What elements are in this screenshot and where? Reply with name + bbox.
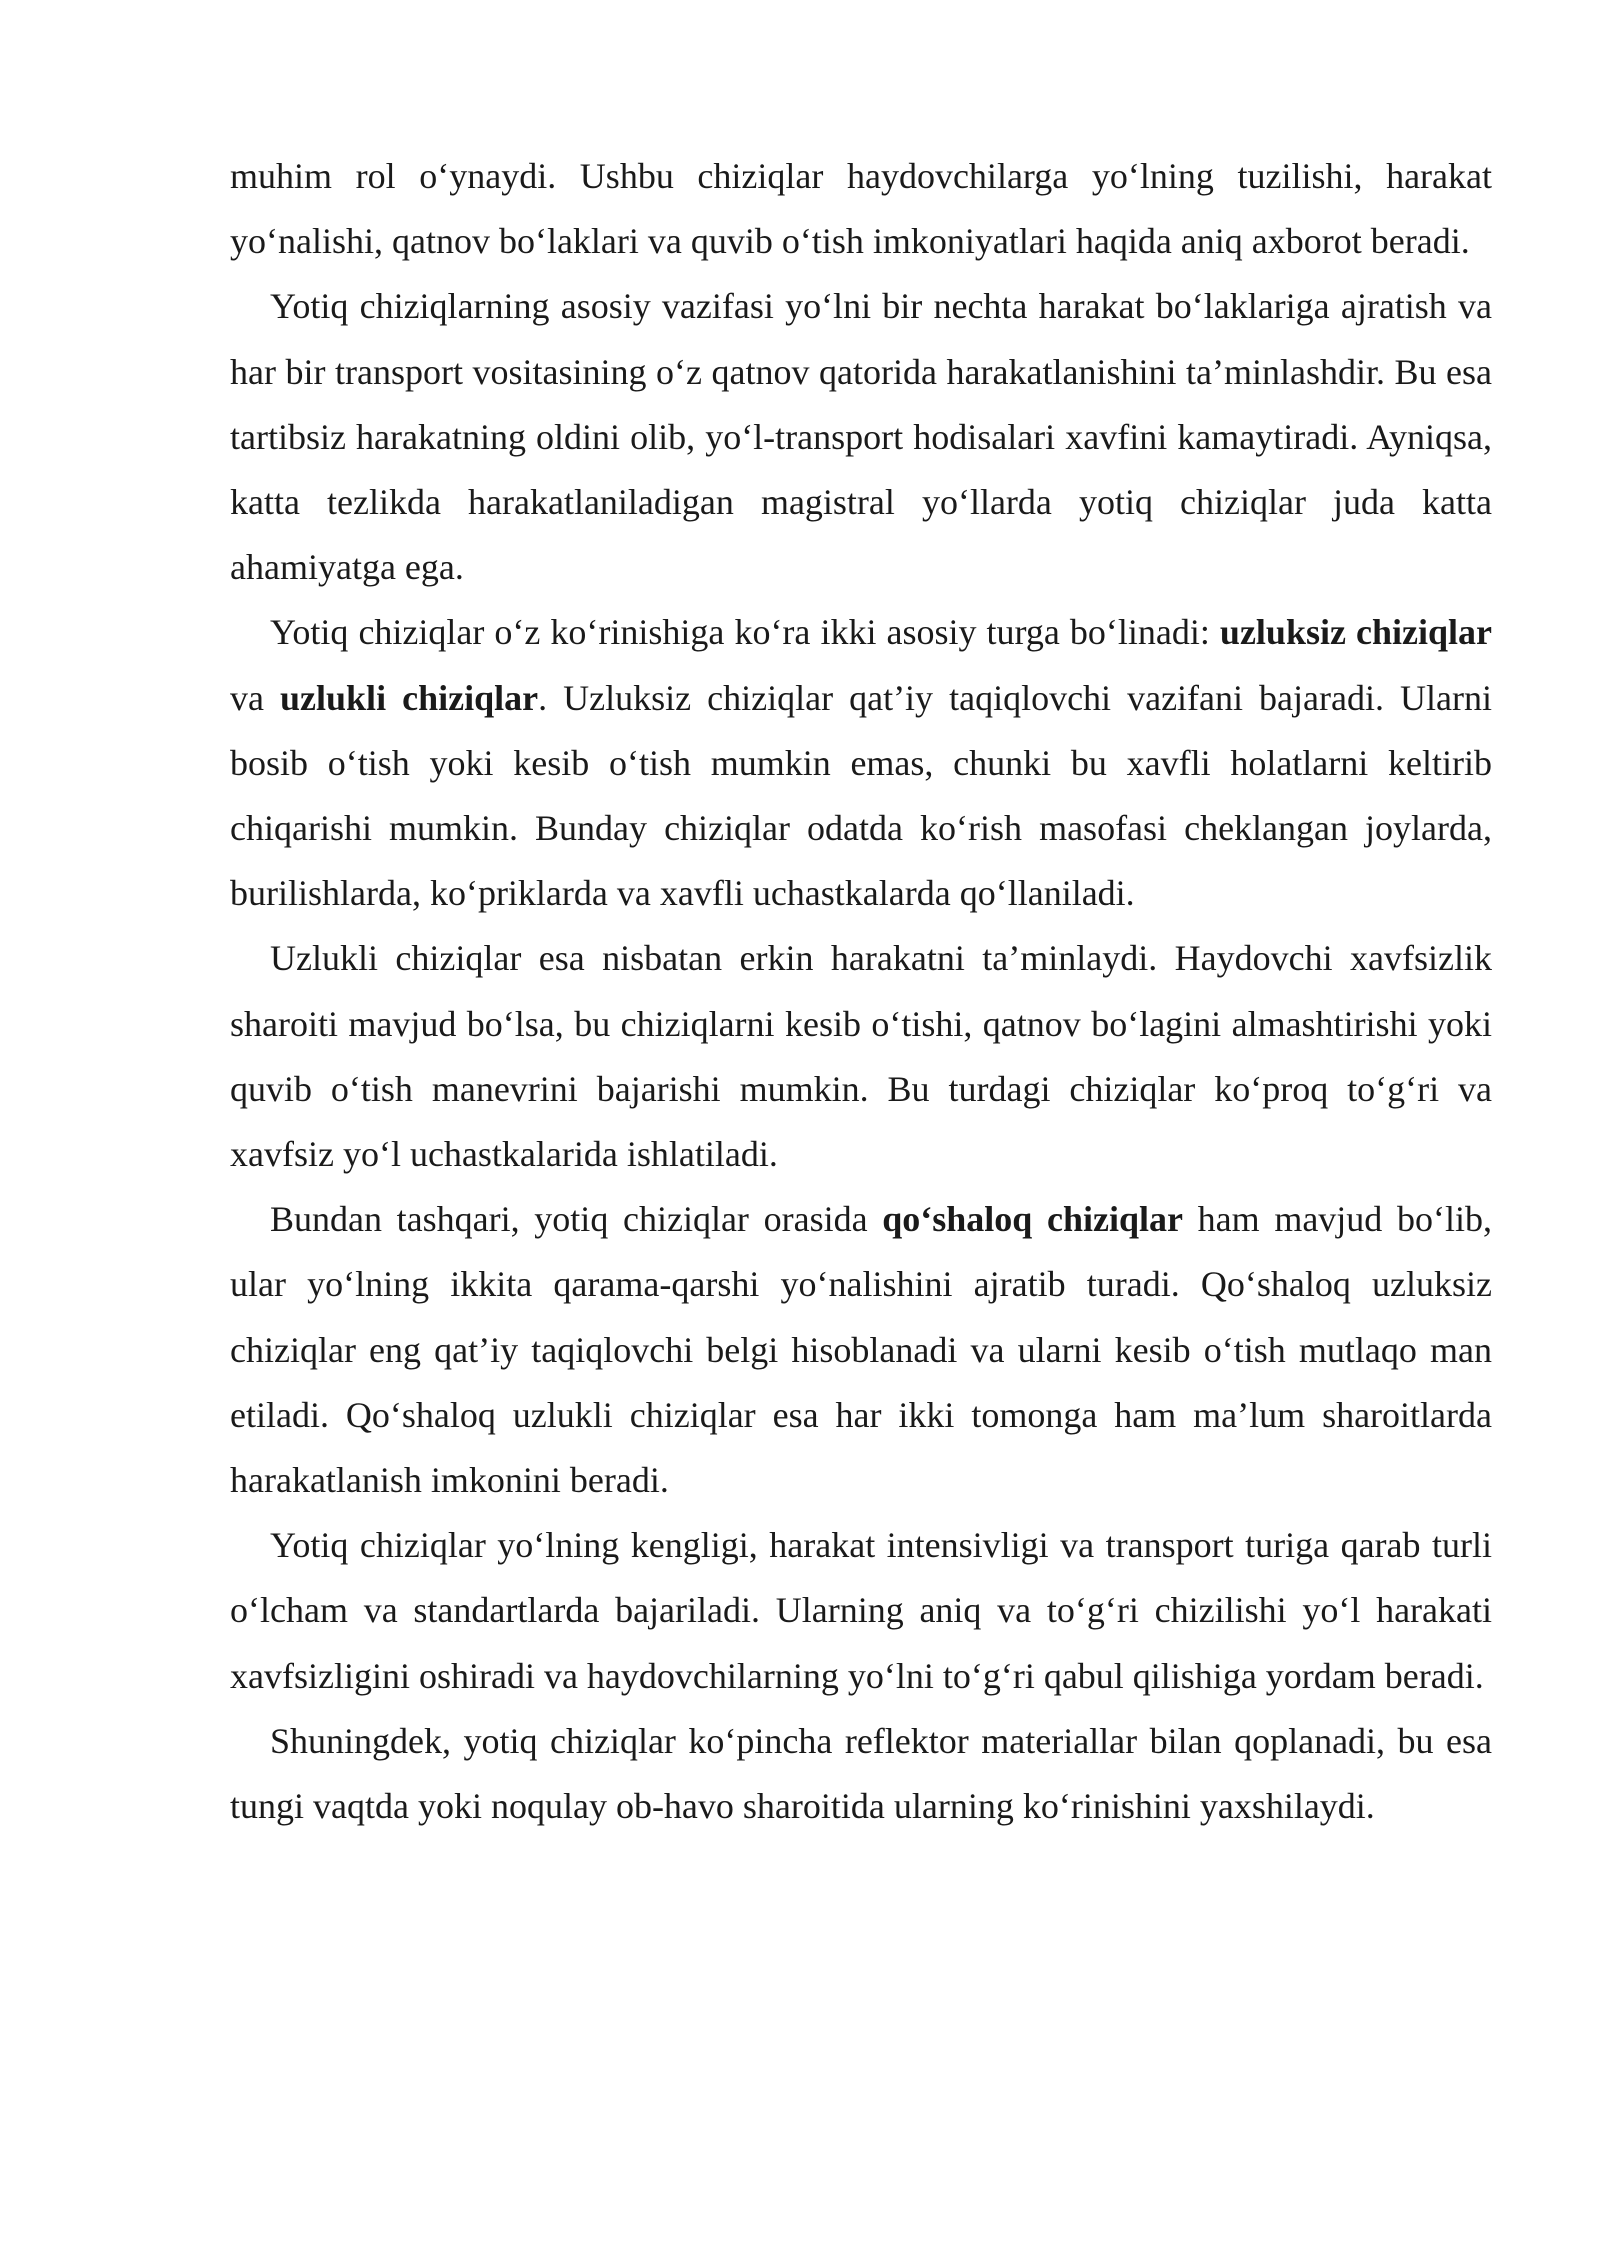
paragraph-2 <box>230 274 1492 600</box>
paragraph-4-text: Uzlukli chiziqlar esa nisbatan erkin harakatni ta’minlaydi. Haydovchi xavfsizlik sharoiti mavjud bo‘lsa, bu chiziqlarni kesib o‘tishi, qatnov bo‘lagini almashtirishi yoki quvib o‘tish manevrini bajarishi mumkin. Bu turdagi chiziqlar ko‘proq to‘g‘ri va xavfsiz yo‘l uchastkalarida ishlatiladi. <box>230 938 1492 1175</box>
paragraph-2-text: Yotiq chiziqlarning asosiy vazifasi yo‘lni bir nechta harakat bo‘laklariga ajratish va har bir transport vositasining o‘z qatnov qatorida harakatlanishini ta’minlashdir. Bu esa tartibsiz harakatning oldini olib, yo‘l-transport hodisalari xavfini kamaytiradi. Ayniqsa, katta tezlikda harakatlaniladigan magistral yo‘llarda yotiq chiziqlar juda katta ahamiyatga ega. <box>230 286 1492 588</box>
paragraph-3-text-b: va <box>230 677 281 718</box>
paragraph-3 <box>230 600 1492 926</box>
bold-term-qoshaloq-chiziqlar: qo‘shaloq chiziqlar <box>882 1199 1183 1240</box>
paragraph-1-text: muhim rol o‘ynaydi. Ushbu chiziqlar haydovchilarga yo‘lning tuzilishi, harakat yo‘nalishi, qatnov bo‘laklari va quvib o‘tish imkoniyatlari haqida aniq axborot beradi. <box>230 156 1492 262</box>
paragraph-7 <box>230 1709 1492 1839</box>
paragraph-3-text-c: . Uzluksiz chiziqlar qat’iy taqiqlovchi vazifani bajaradi. Ularni bosib o‘tish yoki kesib o‘tish mumkin emas, chunki bu xavfli holatlarni keltirib chiqarishi mumkin. Bunday chiziqlar odatda ko‘rish masofasi cheklangan joylarda, burilishlarda, ko‘priklarda va xavfli uchastkalarda qo‘llaniladi. <box>230 677 1492 914</box>
paragraph-6-text: Yotiq chiziqlar yo‘lning kengligi, harakat intensivligi va transport turiga qarab turli o‘lcham va standartlarda bajariladi. Ularning aniq va to‘g‘ri chizilishi yo‘l harakati xavfsizligini oshiradi va haydovchilarning yo‘lni to‘g‘ri qabul qilishiga yordam beradi. <box>230 1525 1492 1696</box>
paragraph-6 <box>230 1513 1492 1709</box>
paragraph-3-text-a: Yotiq chiziqlar o‘z ko‘rinishiga ko‘ra ikki asosiy turga bo‘linadi: <box>270 612 1220 653</box>
paragraph-5-text-a: Bundan tashqari, yotiq chiziqlar orasida <box>270 1199 883 1240</box>
paragraph-1 <box>230 144 1492 274</box>
paragraph-4 <box>230 926 1492 1187</box>
bold-term-uzlukli-chiziqlar: uzlukli chiziqlar <box>280 677 539 718</box>
paragraph-5-text-b: ham mavjud bo‘lib, ular yo‘lning ikkita qarama-qarshi yo‘nalishini ajratib turadi. Qo‘shaloq uzluksiz chiziqlar eng qat’iy taqiqlovchi belgi hisoblanadi va ularni kesib o‘tish mutlaqo man etiladi. Qo‘shaloq uzlukli chiziqlar esa har ikki tomonga ham ma’lum sharoitlarda harakatlanish imkonini beradi. <box>230 1199 1492 1501</box>
paragraph-5 <box>230 1187 1492 1513</box>
paragraph-7-text: Shuningdek, yotiq chiziqlar ko‘pincha reflektor materiallar bilan qoplanadi, bu esa tungi vaqtda yoki noqulay ob-havo sharoitida ularning ko‘rinishini yaxshilaydi. <box>230 1720 1492 1827</box>
document-body <box>230 144 1492 1839</box>
bold-term-uzluksiz-chiziqlar: uzluksiz chiziqlar <box>1219 612 1492 653</box>
